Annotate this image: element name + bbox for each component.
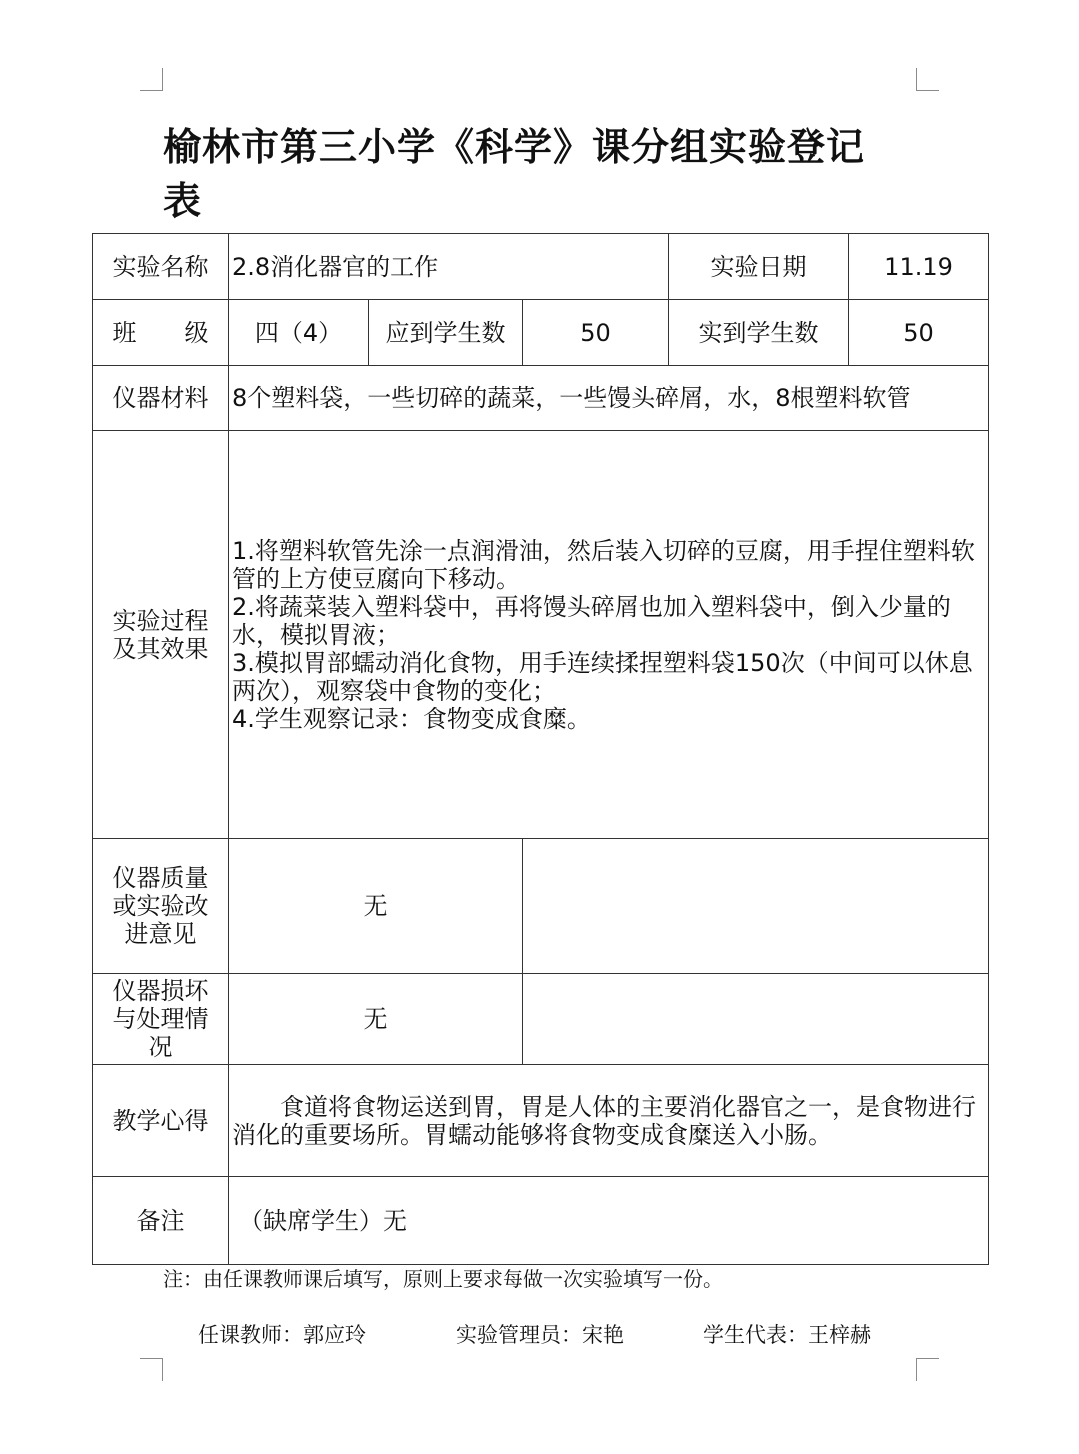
expected-students-value: 50 [523,300,669,366]
quality-label-line3: 进意见 [124,920,197,948]
quality-value: 无 [229,839,523,974]
actual-students-value: 50 [849,300,989,366]
crop-mark-bottom-right [916,1358,939,1381]
crop-mark-top-right [916,68,939,91]
process-step: 4.学生观察记录：食物变成食糜。 [232,704,591,733]
materials-label: 仪器材料 [93,366,229,431]
process-step: 3.模拟胃部蠕动消化食物，用手连续揉捏塑料袋150次（中间可以休息两次），观察袋中食物的变化； [232,648,973,705]
student-signature: 学生代表：王梓赫 [703,1323,871,1347]
damage-blank [523,974,989,1065]
process-label-line2: 及其效果 [112,634,209,663]
crop-mark-bottom-left [140,1358,163,1381]
admin-signature: 实验管理员：宋艳 [456,1323,624,1347]
process-step: 1.将塑料软管先涂一点润滑油，然后装入切碎的豆腐，用手捏住塑料软管的上方使豆腐向下移动。 [232,536,975,593]
damage-label [93,974,229,1065]
experiment-date-value: 11.19 [849,234,989,300]
row-class [93,300,989,366]
process-label [93,431,229,839]
row-damage [93,974,989,1065]
process-label-line1: 实验过程 [112,606,209,635]
experiment-register-table [92,233,989,1265]
quality-label-line1: 仪器质量 [112,864,209,892]
experiment-date-label: 实验日期 [669,234,849,300]
teacher-signature: 任课教师：郭应玲 [198,1323,366,1347]
actual-students-label: 实到学生数 [669,300,849,366]
experiment-name-label: 实验名称 [93,234,229,300]
row-process [93,431,989,839]
quality-label-line2: 或实验改 [112,892,209,920]
damage-value: 无 [229,974,523,1065]
damage-label-line1: 仪器损坏 [112,977,209,1005]
remarks-value: （缺席学生）无 [229,1177,989,1265]
expected-students-label: 应到学生数 [369,300,523,366]
damage-label-line2: 与处理情 [112,1005,209,1033]
class-value: 四（4） [229,300,369,366]
row-materials [93,366,989,431]
row-experiment-name [93,234,989,300]
row-remarks [93,1177,989,1265]
remarks-label: 备注 [93,1177,229,1265]
footnote: 注：由任课教师课后填写，原则上要求每做一次实验填写一份。 [163,1267,723,1291]
experiment-name-value: 2.8消化器官的工作 [229,234,669,300]
row-quality [93,839,989,974]
quality-label [93,839,229,974]
process-value [229,431,989,839]
materials-value: 8个塑料袋，一些切碎的蔬菜，一些馒头碎屑，水，8根塑料软管 [229,366,989,431]
reflection-label: 教学心得 [93,1065,229,1177]
class-label: 班 级 [93,300,229,366]
process-step: 2.将蔬菜装入塑料袋中，再将馒头碎屑也加入塑料袋中，倒入少量的水，模拟胃液； [232,592,951,649]
row-reflection [93,1065,989,1177]
damage-label-line3: 况 [148,1033,173,1061]
quality-blank [523,839,989,974]
reflection-value: 食道将食物运送到胃，胃是人体的主要消化器官之一，是食物进行消化的重要场所。胃蠕动能够将食物变成食糜送入小肠。 [229,1065,989,1177]
crop-mark-top-left [140,68,163,91]
document-title: 榆林市第三小学《科学》课分组实验登记表 [163,125,866,223]
